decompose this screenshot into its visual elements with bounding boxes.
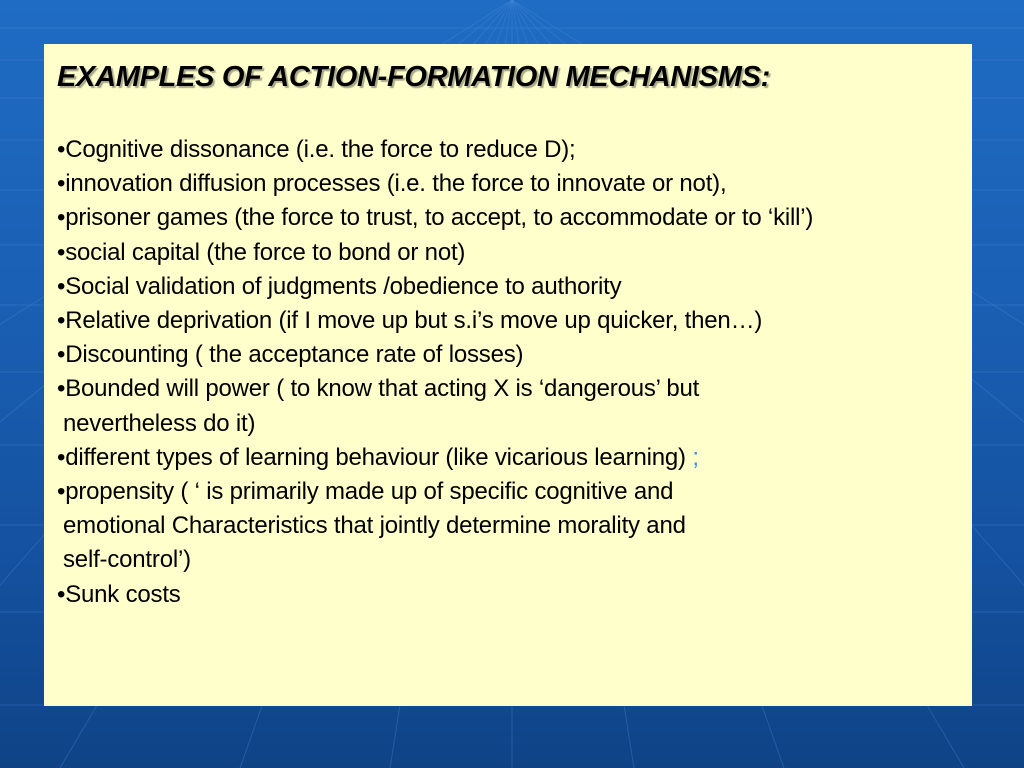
bullet-item (57, 167, 972, 201)
bullet-item (57, 236, 972, 270)
bullet-item (57, 475, 972, 578)
bullet-suffix: ; (692, 443, 699, 471)
slide-title: EXAMPLES OF ACTION-FORMATION MECHANISMS: (57, 61, 770, 93)
bullet-item (57, 133, 972, 167)
bullet-item (57, 201, 972, 235)
bullet-text: social capital (the force to bond or not) (65, 238, 466, 266)
bullet-item (57, 578, 972, 612)
bullet-text: different types of learning behaviour (like vicarious learning) (65, 443, 686, 471)
content-panel (44, 44, 972, 706)
bullet-continuation: self-control’) (63, 546, 191, 574)
bullet-text: Social validation of judgments /obedience to authority (65, 272, 622, 300)
bullet-marker: • (57, 580, 66, 608)
bullet-item (57, 372, 972, 440)
bullet-continuation: nevertheless do it) (63, 409, 256, 437)
bullet-marker: • (57, 375, 66, 403)
bullet-text: Discounting ( the acceptance rate of losses) (65, 341, 524, 369)
bullet-marker: • (57, 204, 66, 232)
bullet-text: prisoner games (the force to trust, to accept, to accommodate or to ‘kill’) (65, 204, 814, 232)
bullet-item (57, 441, 972, 475)
bullet-text: innovation diffusion processes (i.e. the force to innovate or not), (65, 170, 727, 198)
bullet-marker: • (57, 136, 66, 163)
bullet-text: Bounded will power ( to know that acting X is ‘dangerous’ but (65, 375, 700, 403)
bullet-item (57, 338, 972, 372)
bullet-marker: • (57, 443, 66, 471)
bullet-marker: • (57, 341, 66, 369)
bullet-continuation: emotional Characteristics that jointly determine morality and (63, 512, 686, 540)
bullet-text: Relative deprivation (if I move up but s.i’s move up quicker, then…) (65, 307, 763, 335)
bullet-text: propensity ( ‘ is primarily made up of specific cognitive and (65, 478, 674, 506)
bullet-marker: • (57, 170, 66, 198)
bullet-text: Cognitive dissonance (i.e. the force to reduce D); (65, 136, 576, 163)
bullet-marker: • (57, 272, 66, 300)
bullet-marker: • (57, 478, 66, 506)
bullet-marker: • (57, 307, 66, 335)
bullet-text: Sunk costs (65, 580, 181, 608)
bullet-item (57, 270, 972, 304)
bullet-item (57, 304, 972, 338)
bullet-marker: • (57, 238, 66, 266)
bullet-list (57, 133, 972, 612)
